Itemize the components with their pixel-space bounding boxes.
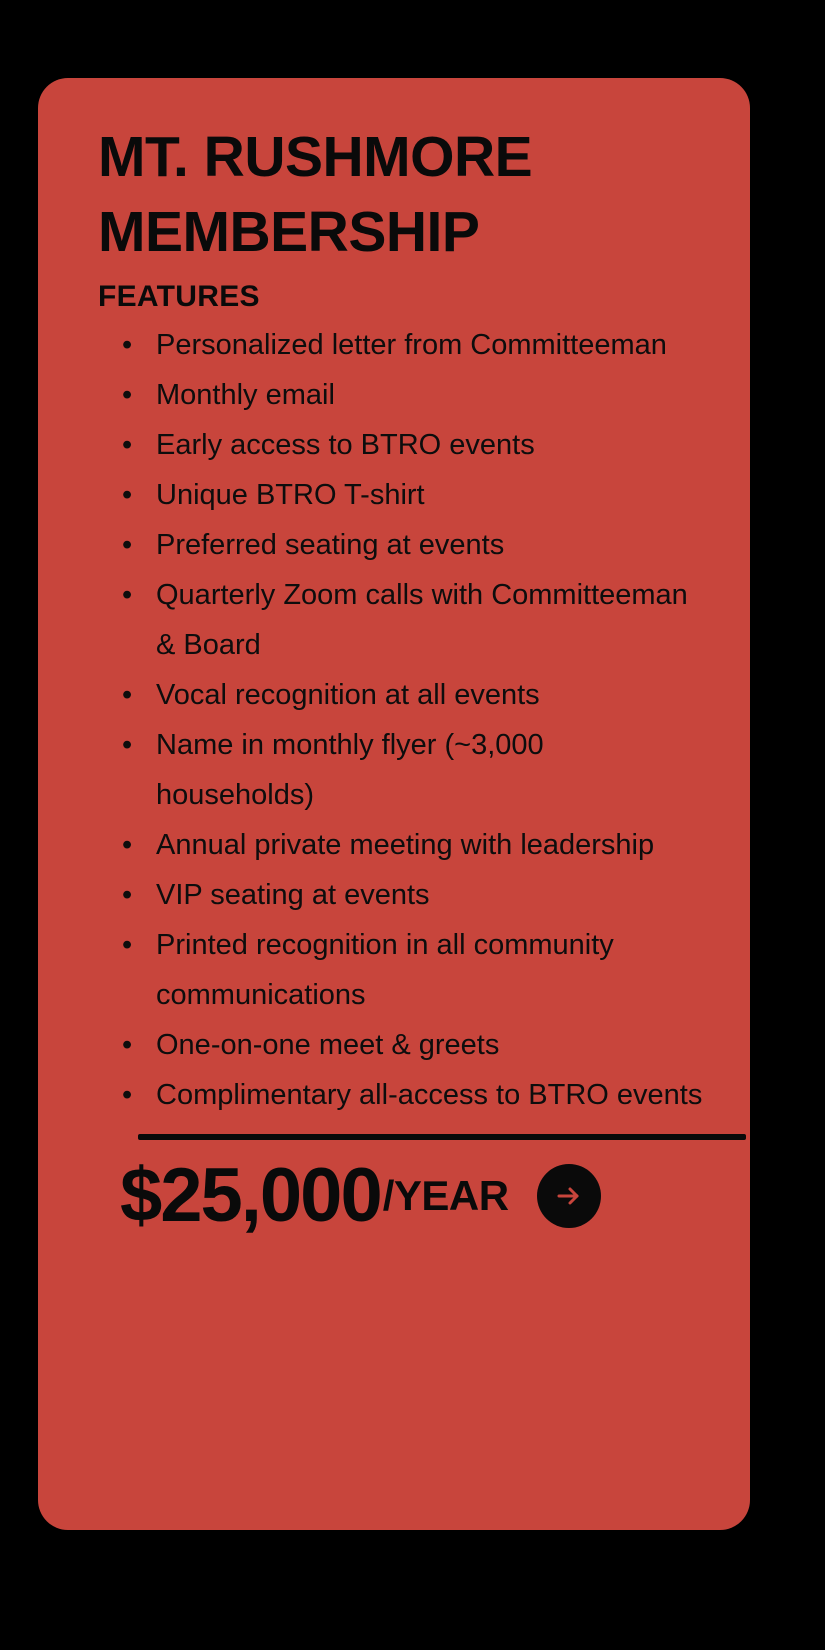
bullet-icon: • [122,1079,133,1112]
list-item-label: Name in monthly flyer (~3,000 households) [156,729,544,812]
features-heading: FEATURES [98,280,260,314]
list-item-label: Quarterly Zoom calls with Committeeman & Board [156,579,688,662]
bullet-icon: • [122,479,133,512]
divider [138,1134,746,1140]
list-item-label: Preferred seating at events [156,529,505,562]
list-item [116,320,706,370]
bullet-icon: • [122,679,133,712]
list-item-label: Early access to BTRO events [156,429,535,462]
list-item-label: VIP seating at events [156,879,430,912]
list-item [116,470,706,520]
bullet-icon: • [122,329,133,362]
list-item [116,820,706,870]
bullet-icon: • [122,729,133,762]
price-row [98,1153,706,1239]
list-item-label: Printed recognition in all community communications [156,929,614,1012]
arrow-right-icon[interactable] [537,1164,601,1228]
bullet-icon: • [122,579,133,612]
list-item-label: Unique BTRO T-shirt [156,479,425,512]
bullet-icon: • [122,379,133,412]
membership-card [38,78,750,1530]
list-item [116,570,706,670]
list-item-label: Vocal recognition at all events [156,679,540,712]
list-item [116,1070,706,1120]
list-item-label: Monthly email [156,379,335,412]
list-item [116,420,706,470]
bullet-icon: • [122,879,133,912]
bullet-icon: • [122,829,133,862]
list-item [116,1020,706,1070]
list-item [116,370,706,420]
list-item-label: One-on-one meet & greets [156,1029,500,1062]
features-list [98,320,706,1120]
list-item [116,520,706,570]
price-period: /YEAR [382,1172,509,1220]
list-item [116,920,706,1020]
page-title: MT. RUSHMORE MEMBERSHIP [98,125,533,265]
bullet-icon: • [122,929,133,962]
price-amount: $25,000 [120,1153,381,1239]
list-item-label: Complimentary all-access to BTRO events [156,1079,703,1112]
list-item-label: Personalized letter from Committeeman [156,329,667,362]
list-item [116,670,706,720]
list-item [116,870,706,920]
bullet-icon: • [122,529,133,562]
bullet-icon: • [122,1029,133,1062]
bullet-icon: • [122,429,133,462]
list-item [116,720,706,820]
list-item-label: Annual private meeting with leadership [156,829,655,862]
